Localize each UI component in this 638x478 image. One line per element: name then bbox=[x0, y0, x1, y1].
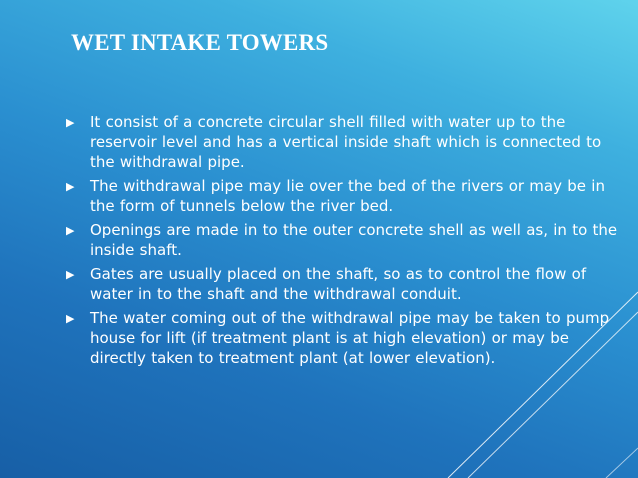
bullet-list bbox=[66, 112, 626, 372]
bullet-arrow-icon: ▶ bbox=[66, 312, 75, 325]
bullet-text: The withdrawal pipe may lie over the bed of the rivers or may be in the form of tunnels below the river bed. bbox=[90, 177, 605, 215]
bullet-text: Gates are usually placed on the shaft, so as to control the flow of water in to the shaft and the withdrawal conduit. bbox=[90, 265, 587, 303]
bullet-item bbox=[66, 112, 626, 172]
bullet-arrow-icon: ▶ bbox=[66, 180, 75, 193]
bullet-arrow-icon: ▶ bbox=[66, 224, 75, 237]
bullet-item bbox=[66, 176, 626, 216]
bullet-arrow-icon: ▶ bbox=[66, 268, 75, 281]
slide-title: WET INTAKE TOWERS bbox=[71, 30, 329, 55]
bullet-text: The water coming out of the withdrawal pipe may be taken to pump house for lift (if treatment plant is at high elevation) or may be directly taken to treatment plant (at lower elevation). bbox=[90, 309, 610, 367]
bullet-text: Openings are made in to the outer concrete shell as well as, in to the inside shaft. bbox=[90, 221, 618, 259]
bullet-item bbox=[66, 220, 626, 260]
bullet-item bbox=[66, 264, 626, 304]
bullet-item bbox=[66, 308, 626, 368]
bullet-arrow-icon: ▶ bbox=[66, 116, 75, 129]
bullet-text: It consist of a concrete circular shell filled with water up to the reservoir level and has a vertical inside shaft which is connected to the withdrawal pipe. bbox=[90, 113, 602, 171]
